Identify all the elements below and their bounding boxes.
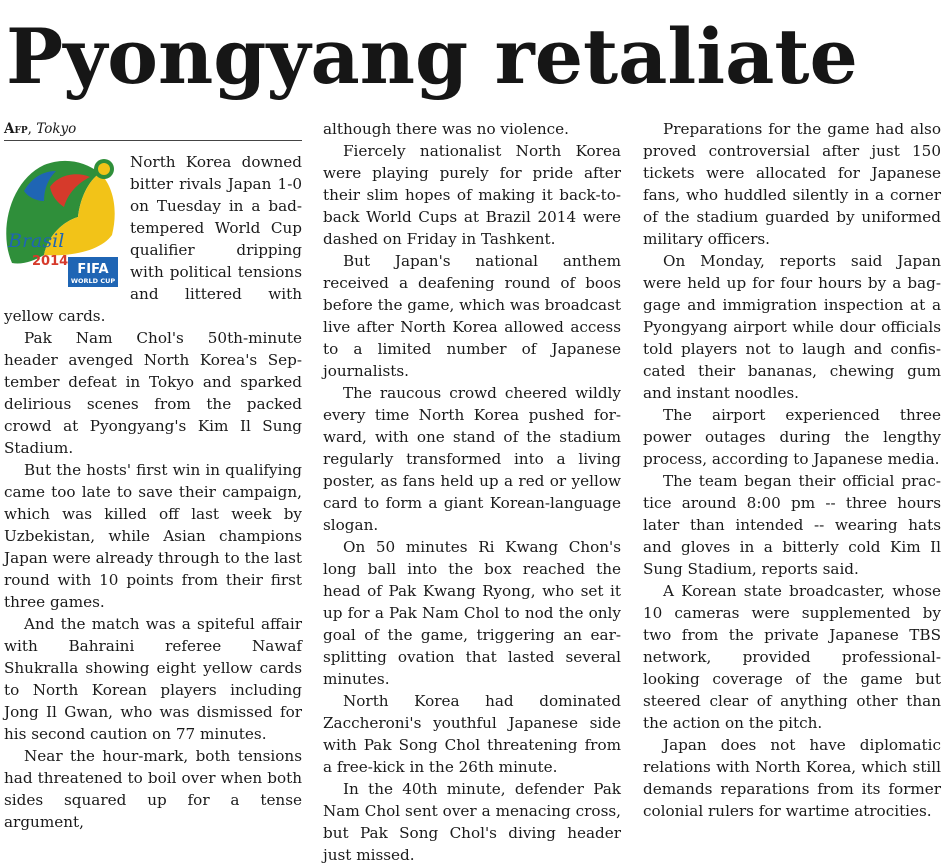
paragraph: North Korea had dominated Zaccheroni's youthful Japanese side with Pak Song Chol threatening from a free-kick in the 26th minute. — [323, 692, 621, 776]
byline — [4, 118, 302, 141]
paragraph: On 50 minutes Ri Kwang Chon's long ball into the box reached the head of Pak Kwang Ryong, who set it up for a Pak Nam Chol to nod the only goal of the game, triggering an ear-splitting ovation that lasted several minutes. — [323, 538, 621, 688]
paragraph: The raucous crowd cheered wildly every time North Korea pushed forward, with one stand of the stadium regularly transformed into a living poster, as fans held up a red or yellow card to form a giant Korean-language slogan. — [323, 384, 621, 534]
article-column-3 — [643, 118, 941, 822]
paragraph: But Japan's national anthem received a deafening round of boos before the game, which was broadcast live after North Korea allowed access to a limited number of Japanese journalists. — [323, 252, 621, 380]
paragraph: But the hosts' first win in qualifying came too late to save their campaign, which was killed off last week by Uzbekistan, while Asian champions Japan were already through to the last round with 10 points from their first three games. — [4, 461, 302, 611]
world-cup-logo-icon — [4, 151, 122, 289]
paragraph: And the match was a spiteful affair with Bahraini referee Nawaf Shukralla showing eight yellow cards to North Korean players including Jong Il Gwan, who was dismissed for his second caution on 77 minutes. — [4, 615, 302, 743]
paragraph: Pak Nam Chol's 50th-minute header avenged North Korea's September defeat in Tokyo and sparked delirious scenes from the packed crowd at Pyongyang's Kim Il Sung Stadium. — [4, 329, 302, 457]
logo-fifa-text: FIFA — [77, 262, 109, 277]
paragraph: North Korea downed bitter rivals Japan 1-0 on Tuesday in a badtempered World Cup qualifier dripping with political tensions and littered with yellow cards. — [4, 153, 302, 325]
byline-city: Tokyo — [36, 121, 77, 137]
paragraph: Near the hour-mark, both tensions had threatened to boil over when both sides squared up for a tense argument, — [4, 747, 302, 831]
byline-separator: , — [27, 121, 32, 137]
logo-brasil-text: Brasil — [8, 230, 65, 252]
article-column-2 — [323, 118, 621, 866]
paragraph: although there was no violence. — [323, 120, 569, 138]
headline: Pyongyang retaliate — [6, 12, 858, 101]
paragraph: Japan does not have diplomatic relations with North Korea, which still demands reparations from its former colonial rulers for wartime atrocities. — [643, 736, 941, 820]
paragraph: A Korean state broadcaster, whose 10 cameras were supplemented by two from the private Japanese TBS network, provided professional-looking coverage of the game but steered clear of anything other than the action on the pitch. — [643, 582, 941, 732]
paragraph: Preparations for the game had also proved controversial after just 150 tickets were allocated for Japanese fans, who huddled silently in a corner of the stadium guarded by uniformed military officers. — [643, 120, 941, 248]
paragraph: The airport experienced three power outages during the lengthy process, according to Japanese media. — [643, 406, 941, 468]
article-column-1 — [4, 118, 302, 833]
logo-worldcup-text: WORLD CUP — [70, 277, 116, 285]
paragraph: On Monday, reports said Japan were held up for four hours by a baggage and immigration inspection at a Pyongyang airport while dour officials told players not to laugh and confiscated their bananas, chewing gum and instant noodles. — [643, 252, 941, 402]
byline-agency: Afp — [4, 121, 28, 137]
paragraph: The team began their official practice around 8:00 pm -- three hours later than intended -- wearing hats and gloves in a bitterly cold Kim Il Sung Stadium, reports said. — [643, 472, 941, 578]
paragraph: Fiercely nationalist North Korea were playing purely for pride after their slim hopes of making it back-to-back World Cups at Brazil 2014 were dashed on Friday in Tashkent. — [323, 142, 621, 248]
logo-year-text: 2014 — [32, 254, 69, 269]
paragraph: In the 40th minute, defender Pak Nam Chol sent over a menacing cross, but Pak Song Chol's diving header just missed. — [323, 780, 621, 864]
